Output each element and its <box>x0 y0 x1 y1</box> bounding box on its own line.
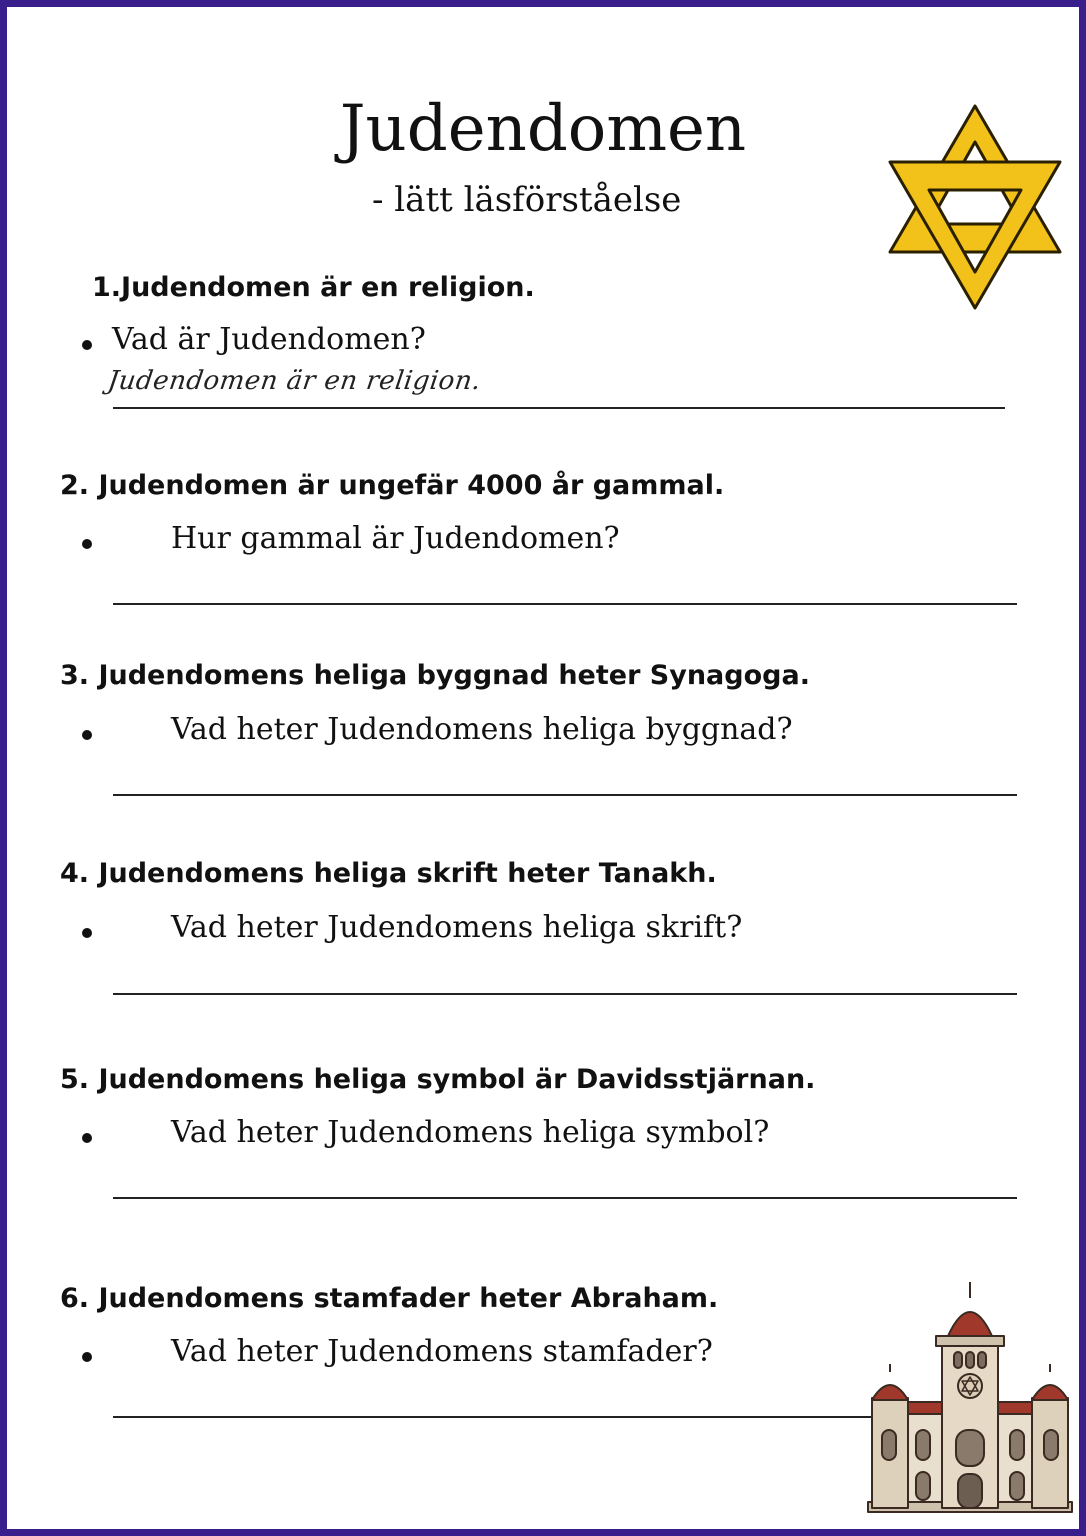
answer-line-1[interactable] <box>113 407 1005 409</box>
section-6-heading: 6. Judendomens stamfader heter Abraham. <box>60 1283 719 1314</box>
answer-line-4[interactable] <box>113 993 1017 995</box>
synagogue-icon <box>864 1280 1076 1514</box>
section-4-heading: 4. Judendomens heliga skrift heter Tanakh. <box>60 858 717 889</box>
question-text: Hur gammal är Judendomen? <box>171 521 620 556</box>
section-6-question <box>82 1334 713 1373</box>
answer-line-2[interactable] <box>113 603 1017 605</box>
section-3-question <box>82 712 793 751</box>
section-5-heading: 5. Judendomens heliga symbol är Davidsstjärnan. <box>60 1064 816 1095</box>
bullet-icon <box>82 730 92 740</box>
section-4-question <box>82 910 743 949</box>
bullet-icon <box>82 928 92 938</box>
question-text: Vad heter Judendomens heliga symbol? <box>171 1115 770 1150</box>
section-5-question <box>82 1115 770 1154</box>
bullet-icon <box>82 1352 92 1362</box>
page-subtitle: - lätt läsförståelse <box>372 180 682 220</box>
page-title: Judendomen <box>339 92 747 166</box>
bullet-icon <box>82 1133 92 1143</box>
bullet-icon <box>82 539 92 549</box>
section-2-question <box>82 521 620 560</box>
answer-line-3[interactable] <box>113 794 1017 796</box>
answer-line-5[interactable] <box>113 1197 1017 1199</box>
answer-line-6[interactable] <box>113 1416 873 1418</box>
bullet-icon <box>82 340 92 350</box>
star-of-david-icon <box>884 102 1066 312</box>
section-1-heading: 1.Judendomen är en religion. <box>92 272 535 303</box>
section-3-heading: 3. Judendomens heliga byggnad heter Synagoga. <box>60 660 810 691</box>
section-2-heading: 2. Judendomen är ungefär 4000 år gammal. <box>60 470 725 501</box>
question-text: Vad heter Judendomens heliga skrift? <box>171 910 743 945</box>
section-1-answer: Judendomen är en religion. <box>105 366 484 396</box>
question-text: Vad heter Judendomens stamfader? <box>171 1334 713 1369</box>
question-text: Vad är Judendomen? <box>112 322 426 357</box>
question-text: Vad heter Judendomens heliga byggnad? <box>171 712 793 747</box>
section-1-question <box>82 322 426 361</box>
